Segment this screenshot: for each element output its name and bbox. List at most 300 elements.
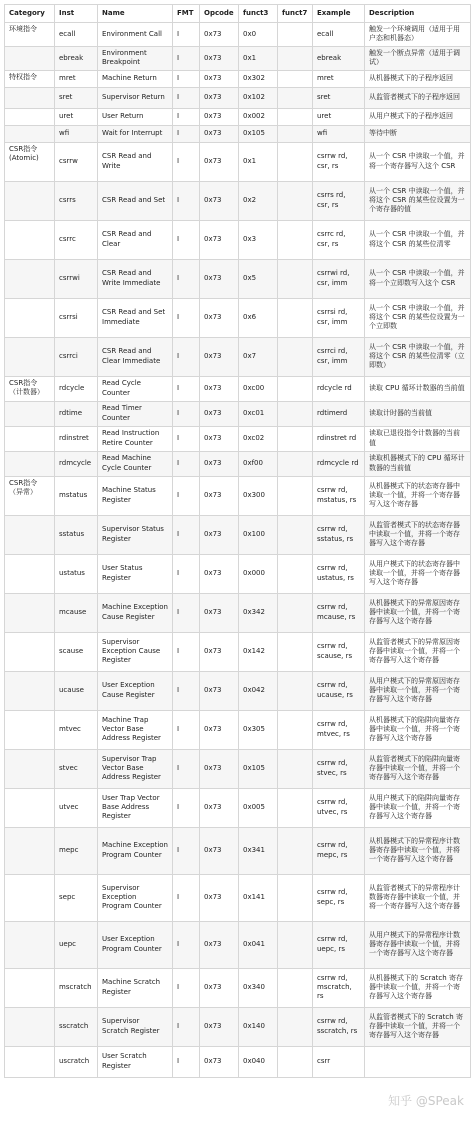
row-funct3: 0xc01 <box>239 401 278 426</box>
row-inst: stvec <box>55 749 98 788</box>
row-example: rdmcycle rd <box>313 451 365 476</box>
row-description: 触发一个断点异常（适用于调试） <box>365 46 471 70</box>
row-funct3: 0x105 <box>239 125 278 142</box>
row-opcode: 0x73 <box>200 671 239 710</box>
row-example: csrrc rd, csr, rs <box>313 220 365 259</box>
row-opcode: 0x73 <box>200 968 239 1007</box>
row-category <box>5 426 55 451</box>
row-funct3: 0x342 <box>239 593 278 632</box>
row-opcode: 0x73 <box>200 749 239 788</box>
row-name: CSR Read and Write Immediate <box>98 259 173 298</box>
row-opcode: 0x73 <box>200 874 239 921</box>
row-funct7 <box>278 451 313 476</box>
row-opcode: 0x73 <box>200 476 239 515</box>
row-fmt: I <box>173 827 200 874</box>
row-description: 等待中断 <box>365 125 471 142</box>
row-fmt: I <box>173 337 200 376</box>
table-row <box>5 23 471 47</box>
row-name: Machine Scratch Register <box>98 968 173 1007</box>
table-row <box>5 108 471 125</box>
row-fmt: I <box>173 968 200 1007</box>
row-example: csrrw rd, uepc, rs <box>313 921 365 968</box>
row-description: 从用户模式下的子程序返回 <box>365 108 471 125</box>
row-inst: uepc <box>55 921 98 968</box>
row-example: csrrw rd, csr, rs <box>313 142 365 181</box>
table-row <box>5 337 471 376</box>
row-inst: sepc <box>55 874 98 921</box>
row-funct7 <box>278 23 313 47</box>
table-row <box>5 593 471 632</box>
row-opcode: 0x73 <box>200 259 239 298</box>
row-opcode: 0x73 <box>200 70 239 87</box>
header-fmt: FMT <box>173 5 200 23</box>
row-funct7 <box>278 220 313 259</box>
row-description: 从监管者模式下的陷阱向量寄存器中读取一个值，并将一个寄存器写入这个寄存器 <box>365 749 471 788</box>
row-description: 从监管者模式下的子程序返回 <box>365 87 471 108</box>
row-name: Wait for Interrupt <box>98 125 173 142</box>
row-fmt: I <box>173 87 200 108</box>
row-name: CSR Read and Set Immediate <box>98 298 173 337</box>
row-example: csrrw rd, ucause, rs <box>313 671 365 710</box>
row-description: 从监管者模式下的异常原因寄存器中读取一个值，并将一个寄存器写入这个寄存器 <box>365 632 471 671</box>
row-category <box>5 749 55 788</box>
row-description: 从用户模式下的状态寄存器中读取一个值，并将一个寄存器写入这个寄存器 <box>365 554 471 593</box>
row-inst: rdinstret <box>55 426 98 451</box>
row-opcode: 0x73 <box>200 401 239 426</box>
row-funct7 <box>278 554 313 593</box>
row-name: User Trap Vector Base Address Register <box>98 788 173 827</box>
row-inst: csrrsi <box>55 298 98 337</box>
row-funct3: 0x141 <box>239 874 278 921</box>
row-category: CSR指令（异常） <box>5 476 55 515</box>
row-funct7 <box>278 142 313 181</box>
row-funct3: 0x305 <box>239 710 278 749</box>
row-funct7 <box>278 788 313 827</box>
row-name: User Scratch Register <box>98 1046 173 1077</box>
row-inst: rdtime <box>55 401 98 426</box>
row-category <box>5 401 55 426</box>
table-header-row <box>5 5 471 23</box>
row-funct7 <box>278 298 313 337</box>
row-category: 特权指令 <box>5 70 55 87</box>
row-category <box>5 1046 55 1077</box>
row-funct3: 0x000 <box>239 554 278 593</box>
row-opcode: 0x73 <box>200 87 239 108</box>
row-category <box>5 87 55 108</box>
row-description: 从机器模式下的异常程序计数器寄存器中读取一个值，并将一个寄存器写入这个寄存器 <box>365 827 471 874</box>
header-example: Example <box>313 5 365 23</box>
table-row <box>5 788 471 827</box>
row-funct3: 0x041 <box>239 921 278 968</box>
row-fmt: I <box>173 515 200 554</box>
row-opcode: 0x73 <box>200 220 239 259</box>
row-example: csrrsi rd, csr, imm <box>313 298 365 337</box>
row-opcode: 0x73 <box>200 451 239 476</box>
row-opcode: 0x73 <box>200 376 239 401</box>
row-opcode: 0x73 <box>200 125 239 142</box>
row-description: 读取已退役指令计数器的当前值 <box>365 426 471 451</box>
row-example: csrrs rd, csr, rs <box>313 181 365 220</box>
table-row <box>5 401 471 426</box>
row-opcode: 0x73 <box>200 921 239 968</box>
row-opcode: 0x73 <box>200 426 239 451</box>
table-row <box>5 376 471 401</box>
row-description: 从监管者模式下的状态寄存器中读取一个值，并将一个寄存器写入这个寄存器 <box>365 515 471 554</box>
table-row <box>5 515 471 554</box>
row-funct3: 0xc02 <box>239 426 278 451</box>
row-funct7 <box>278 70 313 87</box>
row-description: 从监管者模式下的 Scratch 寄存器中读取一个值，并将一个寄存器写入这个寄存器 <box>365 1007 471 1046</box>
row-category <box>5 710 55 749</box>
row-opcode: 0x73 <box>200 788 239 827</box>
row-opcode: 0x73 <box>200 181 239 220</box>
header-funct7: funct7 <box>278 5 313 23</box>
watermark: 知乎 @SPeak <box>388 1092 464 1109</box>
row-fmt: I <box>173 1046 200 1077</box>
row-description: 从监管者模式下的异常程序计数器寄存器中读取一个值，并将一个寄存器写入这个寄存器 <box>365 874 471 921</box>
row-description: 读取 CPU 循环计数器的当前值 <box>365 376 471 401</box>
row-inst: wfi <box>55 125 98 142</box>
row-description: 从一个 CSR 中读取一个值，并将这个 CSR 的某些位设置为一个立即数 <box>365 298 471 337</box>
row-category <box>5 46 55 70</box>
table-row <box>5 874 471 921</box>
table-row <box>5 554 471 593</box>
row-funct7 <box>278 426 313 451</box>
row-category <box>5 632 55 671</box>
row-category: 环境指令 <box>5 23 55 47</box>
row-name: Supervisor Exception Program Counter <box>98 874 173 921</box>
row-funct7 <box>278 593 313 632</box>
row-fmt: I <box>173 710 200 749</box>
row-funct7 <box>278 515 313 554</box>
table-row <box>5 827 471 874</box>
row-description: 从一个 CSR 中读取一个值，并将一个立即数写入这个 CSR <box>365 259 471 298</box>
row-category <box>5 125 55 142</box>
row-description: 读取机器模式下的 CPU 循环计数器的当前值 <box>365 451 471 476</box>
row-name: Machine Exception Program Counter <box>98 827 173 874</box>
row-fmt: I <box>173 125 200 142</box>
row-name: Read Instruction Retire Counter <box>98 426 173 451</box>
header-opcode: Opcode <box>200 5 239 23</box>
row-opcode: 0x73 <box>200 337 239 376</box>
row-description: 从用户模式下的异常原因寄存器中读取一个值，并将一个寄存器写入这个寄存器 <box>365 671 471 710</box>
table-row <box>5 259 471 298</box>
table-row <box>5 476 471 515</box>
row-opcode: 0x73 <box>200 1007 239 1046</box>
row-funct3: 0x2 <box>239 181 278 220</box>
row-example: csrrw rd, sstatus, rs <box>313 515 365 554</box>
row-funct3: 0x140 <box>239 1007 278 1046</box>
row-funct7 <box>278 671 313 710</box>
row-category <box>5 220 55 259</box>
table-row <box>5 1046 471 1077</box>
row-funct7 <box>278 46 313 70</box>
table-row <box>5 921 471 968</box>
row-inst: mscratch <box>55 968 98 1007</box>
table-row <box>5 749 471 788</box>
row-example: csrrw rd, scause, rs <box>313 632 365 671</box>
row-inst: mret <box>55 70 98 87</box>
row-category: CSR指令（计数器） <box>5 376 55 401</box>
row-fmt: I <box>173 671 200 710</box>
row-inst: uret <box>55 108 98 125</box>
row-category <box>5 593 55 632</box>
row-opcode: 0x73 <box>200 108 239 125</box>
row-funct7 <box>278 87 313 108</box>
row-opcode: 0x73 <box>200 554 239 593</box>
row-example: csrrwi rd, csr, imm <box>313 259 365 298</box>
row-inst: ustatus <box>55 554 98 593</box>
table-row <box>5 710 471 749</box>
row-funct7 <box>278 108 313 125</box>
row-funct3: 0x7 <box>239 337 278 376</box>
instruction-table <box>4 4 471 1078</box>
table-body <box>5 23 471 1078</box>
row-fmt: I <box>173 788 200 827</box>
row-funct3: 0x340 <box>239 968 278 1007</box>
row-funct7 <box>278 968 313 1007</box>
row-category <box>5 451 55 476</box>
row-inst: ecall <box>55 23 98 47</box>
row-fmt: I <box>173 46 200 70</box>
row-description: 从机器模式下的陷阱向量寄存器中读取一个值，并将一个寄存器写入这个寄存器 <box>365 710 471 749</box>
row-funct7 <box>278 125 313 142</box>
row-example: csrrw rd, sscratch, rs <box>313 1007 365 1046</box>
row-name: User Status Register <box>98 554 173 593</box>
row-name: CSR Read and Write <box>98 142 173 181</box>
row-example: csrrw rd, mtvec, rs <box>313 710 365 749</box>
row-opcode: 0x73 <box>200 710 239 749</box>
row-description <box>365 1046 471 1077</box>
row-name: Machine Exception Cause Register <box>98 593 173 632</box>
row-category <box>5 181 55 220</box>
row-opcode: 0x73 <box>200 632 239 671</box>
table-row <box>5 220 471 259</box>
table-row <box>5 298 471 337</box>
row-name: Read Timer Counter <box>98 401 173 426</box>
row-category <box>5 968 55 1007</box>
row-category <box>5 671 55 710</box>
row-inst: sscratch <box>55 1007 98 1046</box>
row-name: Read Machine Cycle Counter <box>98 451 173 476</box>
row-category <box>5 827 55 874</box>
row-inst: sret <box>55 87 98 108</box>
row-example: wfi <box>313 125 365 142</box>
row-inst: csrrwi <box>55 259 98 298</box>
row-fmt: I <box>173 554 200 593</box>
row-description: 从用户模式下的异常程序计数器寄存器中读取一个值，并将一个寄存器写入这个寄存器 <box>365 921 471 968</box>
row-funct3: 0x1 <box>239 46 278 70</box>
row-inst: scause <box>55 632 98 671</box>
row-example: csrrw rd, utvec, rs <box>313 788 365 827</box>
header-inst: Inst <box>55 5 98 23</box>
row-fmt: I <box>173 1007 200 1046</box>
table-row <box>5 70 471 87</box>
row-funct7 <box>278 921 313 968</box>
header-funct3: funct3 <box>239 5 278 23</box>
row-name: Read Cycle Counter <box>98 376 173 401</box>
row-opcode: 0x73 <box>200 1046 239 1077</box>
row-fmt: I <box>173 874 200 921</box>
row-funct7 <box>278 874 313 921</box>
row-name: Machine Status Register <box>98 476 173 515</box>
row-category <box>5 874 55 921</box>
row-funct7 <box>278 1046 313 1077</box>
row-funct3: 0x6 <box>239 298 278 337</box>
row-inst: csrrc <box>55 220 98 259</box>
row-category <box>5 337 55 376</box>
row-example: mret <box>313 70 365 87</box>
row-fmt: I <box>173 142 200 181</box>
row-category <box>5 298 55 337</box>
row-fmt: I <box>173 181 200 220</box>
row-example: csrrw rd, mstatus, rs <box>313 476 365 515</box>
row-opcode: 0x73 <box>200 298 239 337</box>
row-funct7 <box>278 710 313 749</box>
row-example: rdtimerd <box>313 401 365 426</box>
row-name: Supervisor Status Register <box>98 515 173 554</box>
row-name: Environment Breakpoint <box>98 46 173 70</box>
row-description: 读取计时器的当前值 <box>365 401 471 426</box>
row-funct7 <box>278 749 313 788</box>
row-category <box>5 921 55 968</box>
table-row <box>5 142 471 181</box>
row-category: CSR指令 (Atomic) <box>5 142 55 181</box>
row-inst: mepc <box>55 827 98 874</box>
row-funct3: 0x040 <box>239 1046 278 1077</box>
row-fmt: I <box>173 108 200 125</box>
row-example: csrrci rd, csr, imm <box>313 337 365 376</box>
table-row <box>5 1007 471 1046</box>
row-inst: uscratch <box>55 1046 98 1077</box>
row-funct3: 0x002 <box>239 108 278 125</box>
row-name: CSR Read and Set <box>98 181 173 220</box>
row-inst: ucause <box>55 671 98 710</box>
row-example: ecall <box>313 23 365 47</box>
row-funct7 <box>278 337 313 376</box>
row-name: CSR Read and Clear <box>98 220 173 259</box>
header-description: Description <box>365 5 471 23</box>
row-category <box>5 788 55 827</box>
row-inst: mstatus <box>55 476 98 515</box>
row-opcode: 0x73 <box>200 593 239 632</box>
row-name: Supervisor Exception Cause Register <box>98 632 173 671</box>
row-funct3: 0x302 <box>239 70 278 87</box>
table-row <box>5 125 471 142</box>
row-inst: csrrci <box>55 337 98 376</box>
header-name: Name <box>98 5 173 23</box>
row-fmt: I <box>173 298 200 337</box>
table-row <box>5 968 471 1007</box>
row-description: 从机器模式下的子程序返回 <box>365 70 471 87</box>
table-row <box>5 87 471 108</box>
row-funct7 <box>278 827 313 874</box>
row-example: csrrw rd, mscratch, rs <box>313 968 365 1007</box>
row-opcode: 0x73 <box>200 23 239 47</box>
row-example: sret <box>313 87 365 108</box>
row-fmt: I <box>173 70 200 87</box>
row-inst: utvec <box>55 788 98 827</box>
row-name: User Exception Cause Register <box>98 671 173 710</box>
row-inst: ebreak <box>55 46 98 70</box>
row-name: Supervisor Scratch Register <box>98 1007 173 1046</box>
table-row <box>5 181 471 220</box>
row-example: rdinstret rd <box>313 426 365 451</box>
row-fmt: I <box>173 593 200 632</box>
row-funct3: 0x142 <box>239 632 278 671</box>
row-name: User Exception Program Counter <box>98 921 173 968</box>
table-row <box>5 426 471 451</box>
row-example: ebreak <box>313 46 365 70</box>
table-row <box>5 46 471 70</box>
table-row <box>5 632 471 671</box>
row-example: csrrw rd, mcause, rs <box>313 593 365 632</box>
row-funct3: 0x0 <box>239 23 278 47</box>
row-example: csrr <box>313 1046 365 1077</box>
row-description: 从机器模式下的异常原因寄存器中读取一个值，并将一个寄存器写入这个寄存器 <box>365 593 471 632</box>
row-name: Machine Return <box>98 70 173 87</box>
row-fmt: I <box>173 921 200 968</box>
row-funct7 <box>278 259 313 298</box>
row-description: 从机器模式下的状态寄存器中读取一个值，并将一个寄存器写入这个寄存器 <box>365 476 471 515</box>
row-funct3: 0x042 <box>239 671 278 710</box>
row-opcode: 0x73 <box>200 515 239 554</box>
row-inst: mtvec <box>55 710 98 749</box>
table-row <box>5 671 471 710</box>
row-funct3: 0x300 <box>239 476 278 515</box>
row-funct3: 0x1 <box>239 142 278 181</box>
header-category: Category <box>5 5 55 23</box>
row-funct7 <box>278 181 313 220</box>
row-fmt: I <box>173 476 200 515</box>
row-inst: csrrs <box>55 181 98 220</box>
row-description: 从一个 CSR 中读取一个值，并将这个 CSR 的某些位清零（立即数） <box>365 337 471 376</box>
row-funct3: 0x5 <box>239 259 278 298</box>
row-example: csrrw rd, sepc, rs <box>313 874 365 921</box>
row-fmt: I <box>173 451 200 476</box>
row-fmt: I <box>173 259 200 298</box>
row-funct3: 0x105 <box>239 749 278 788</box>
row-inst: mcause <box>55 593 98 632</box>
row-example: rdcycle rd <box>313 376 365 401</box>
row-description: 从用户模式下的陷阱向量寄存器中读取一个值，并将一个寄存器写入这个寄存器 <box>365 788 471 827</box>
row-fmt: I <box>173 401 200 426</box>
row-fmt: I <box>173 632 200 671</box>
row-name: CSR Read and Clear Immediate <box>98 337 173 376</box>
row-funct7 <box>278 376 313 401</box>
row-description: 从一个 CSR 中读取一个值，并将这个 CSR 的某些位清零 <box>365 220 471 259</box>
row-inst: rdcycle <box>55 376 98 401</box>
row-opcode: 0x73 <box>200 142 239 181</box>
row-description: 从一个 CSR 中读取一个值，并将一个寄存器写入这个 CSR <box>365 142 471 181</box>
row-category <box>5 259 55 298</box>
row-opcode: 0x73 <box>200 46 239 70</box>
row-description: 从机器模式下的 Scratch 寄存器中读取一个值，并将一个寄存器写入这个寄存器 <box>365 968 471 1007</box>
row-category <box>5 515 55 554</box>
row-category <box>5 554 55 593</box>
row-category <box>5 1007 55 1046</box>
row-funct3: 0x341 <box>239 827 278 874</box>
row-funct3: 0xc00 <box>239 376 278 401</box>
row-category <box>5 108 55 125</box>
table-row <box>5 451 471 476</box>
row-example: csrrw rd, mepc, rs <box>313 827 365 874</box>
row-inst: sstatus <box>55 515 98 554</box>
row-fmt: I <box>173 426 200 451</box>
row-inst: csrrw <box>55 142 98 181</box>
row-funct7 <box>278 476 313 515</box>
row-name: Machine Trap Vector Base Address Register <box>98 710 173 749</box>
